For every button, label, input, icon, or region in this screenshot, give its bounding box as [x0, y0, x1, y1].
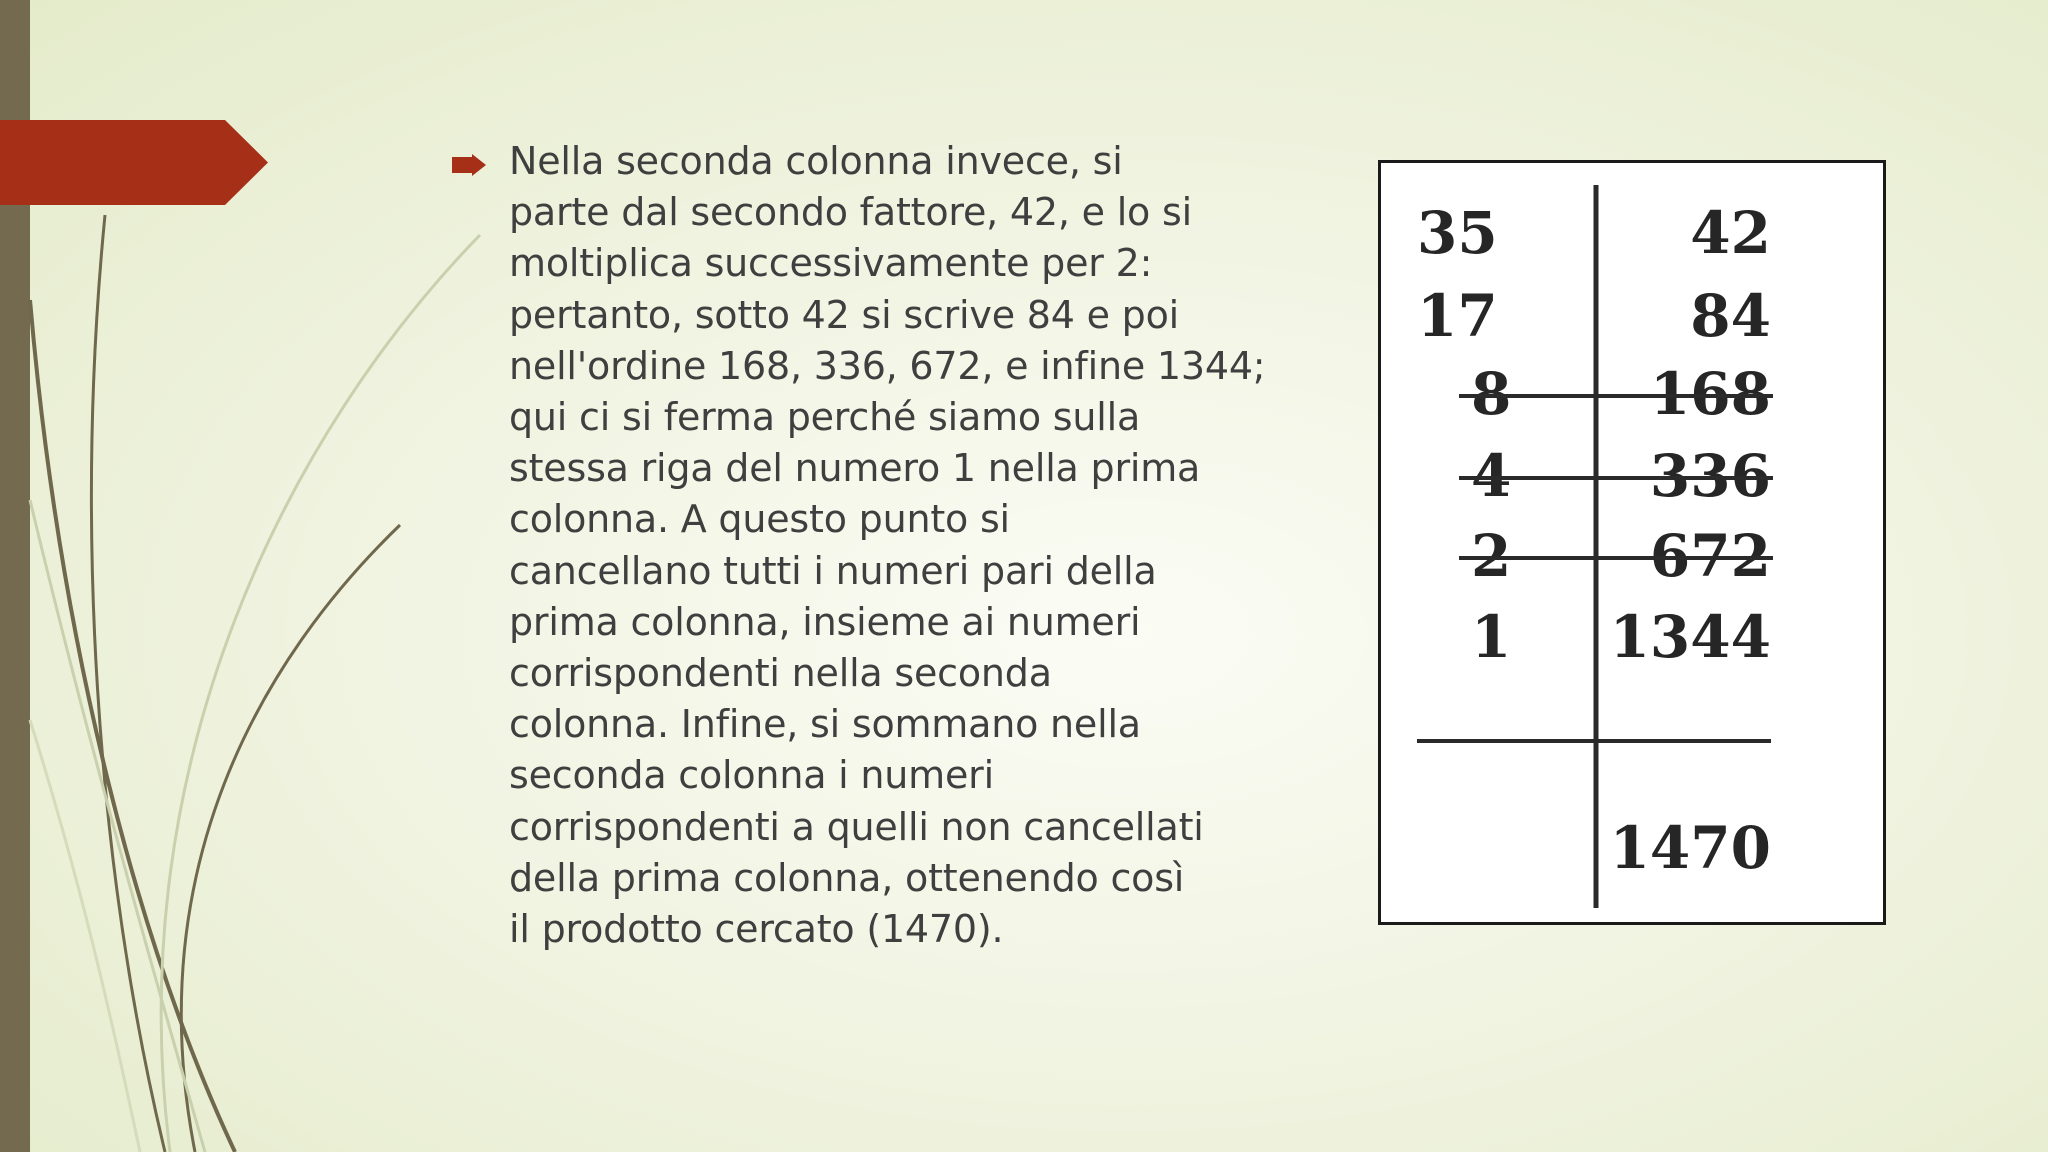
table-right-value: 42 — [1690, 199, 1771, 267]
egyptian-multiplication-table — [1378, 160, 1886, 925]
table-right-value: 84 — [1690, 282, 1771, 350]
multiplication-table-drawing — [1381, 163, 1883, 922]
table-right-value: 336 — [1649, 442, 1771, 510]
table-left-value: 8 — [1471, 360, 1512, 428]
body-text: Nella seconda colonna invece, si parte dal secondo fattore, 42, e lo si moltiplica successivamente per 2: pertanto, sotto 42 si scrive 84 e poi nell'ordine 168, 336, 672, e infine 1344; qui ci si ferma perché siamo sulla stessa riga del numero 1 nella prima colonna. A questo punto si cancellano tutti i numeri pari della prima colonna, insieme ai numeri corrispondenti nella seconda colonna. Infine, si sommano nella seconda colonna i numeri corrispondenti a quelli non cancellati della prima colonna, ottenendo così il prodotto cercato (1470). — [509, 139, 1266, 952]
arrow-bullet-icon — [452, 154, 486, 176]
red-arrow-tab — [0, 120, 268, 205]
table-left-value: 35 — [1417, 199, 1498, 267]
table-left-value: 2 — [1471, 522, 1512, 590]
table-right-value: 672 — [1649, 522, 1771, 590]
table-total: 1470 — [1609, 814, 1771, 882]
table-right-value: 168 — [1649, 360, 1771, 428]
table-right-value: 1344 — [1609, 603, 1771, 671]
table-left-value: 4 — [1471, 442, 1512, 510]
table-left-value: 17 — [1417, 282, 1498, 350]
table-left-value: 1 — [1471, 603, 1512, 671]
